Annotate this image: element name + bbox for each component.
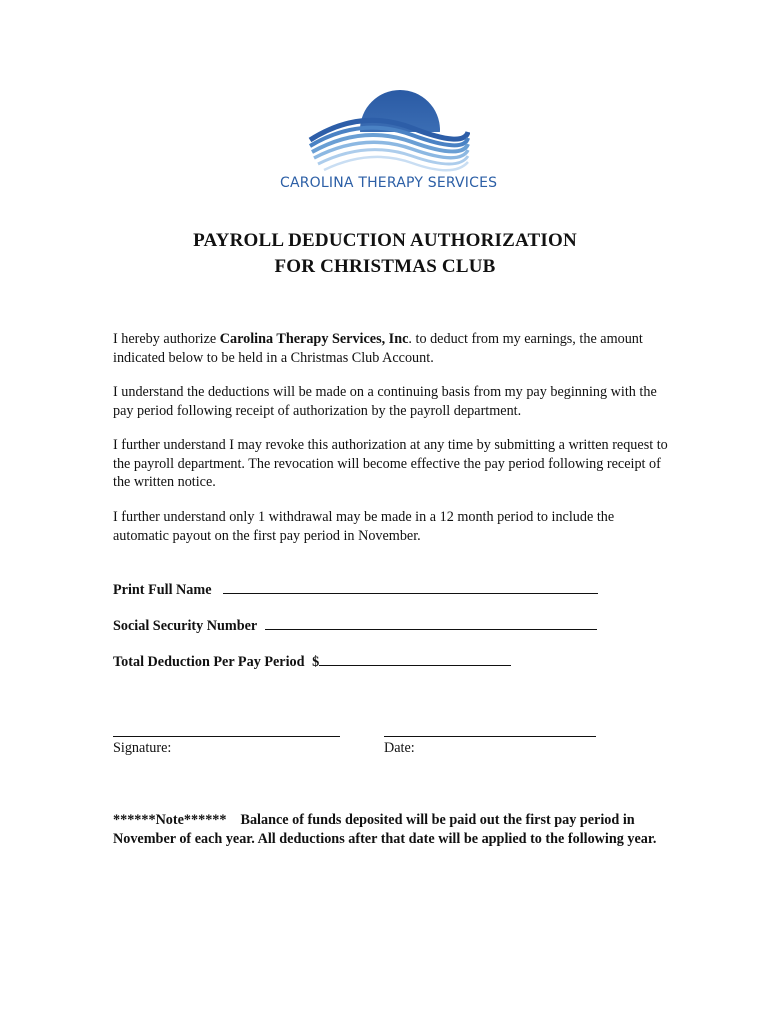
ssn-label: Social Security Number: [113, 618, 257, 634]
withdrawal-paragraph: I further understand only 1 withdrawal may be made in a 12 month period to include the automatic payout on the first pay period in November.: [113, 509, 615, 544]
company-name: Carolina Therapy Services, Inc: [219, 331, 409, 347]
note-block: [113, 811, 658, 848]
date-line[interactable]: [384, 736, 596, 737]
deduction-field: [113, 651, 511, 671]
full-name-field: [113, 579, 598, 599]
note-text: Balance of funds deposited will be paid out the first pay period in November of each year. All deductions after that date will be applied to the following year.: [113, 812, 657, 847]
authorization-paragraph: [113, 330, 673, 367]
ssn-input-line[interactable]: [265, 615, 597, 630]
full-name-label: Print Full Name: [113, 582, 212, 598]
revocation-paragraph: I further understand I may revoke this authorization at any time by submitting a written request to the payroll department. The revocation will become effective the pay period following receipt of the written notice.: [113, 437, 668, 491]
deduction-amount-input-line[interactable]: [319, 651, 511, 666]
deduction-label: Total Deduction Per Pay Period: [113, 654, 305, 670]
signature-label: Signature:: [113, 740, 172, 756]
paragraph-text: . to deduct from my earnings, the amount indicated below to be held in a Christmas Club Account.: [113, 331, 643, 366]
ssn-field: [113, 615, 597, 635]
continuing-basis-paragraph: I understand the deductions will be made on a continuing basis from my pay beginning with the pay period following receipt of authorization by the payroll department.: [113, 384, 657, 419]
signature-line[interactable]: [113, 736, 340, 737]
paragraph-text: I hereby authorize: [113, 331, 220, 347]
currency-symbol: $: [312, 654, 320, 670]
wave-sun-logo-icon: [300, 88, 470, 174]
form-title: PAYROLL DEDUCTION AUTHORIZATION: [193, 230, 577, 251]
company-logo-text: CAROLINA THERAPY SERVICES: [280, 175, 498, 191]
full-name-input-line[interactable]: [223, 579, 598, 594]
note-marker: ******Note******: [113, 812, 227, 828]
date-label: Date:: [384, 740, 415, 756]
company-logo: [280, 88, 498, 200]
form-subtitle: FOR CHRISTMAS CLUB: [274, 256, 496, 277]
